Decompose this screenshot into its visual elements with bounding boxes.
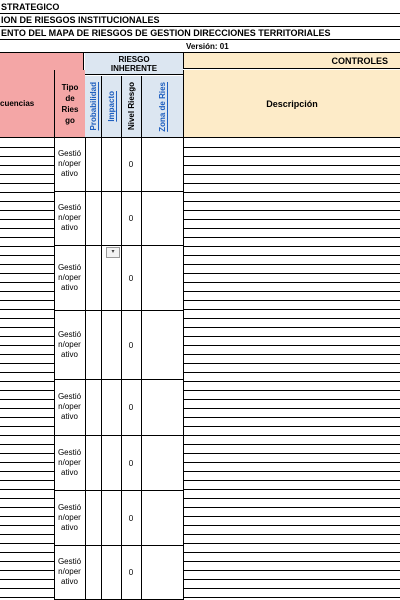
sheet-title-line-2: ION DE RIESGOS INSTITUCIONALES: [0, 15, 400, 27]
consecuencias-header: cuencias: [0, 99, 35, 108]
sheet-title-line-1: STRATEGICO: [0, 2, 400, 14]
nivel-riesgo-cell[interactable]: 0: [128, 273, 134, 283]
nivel-riesgo-cell[interactable]: 0: [128, 160, 134, 169]
impacto-header[interactable]: [101, 76, 121, 137]
impacto-header-label[interactable]: Impacto: [107, 91, 116, 122]
tipo-riesgo-cell[interactable]: Gestió n/oper ativo: [57, 329, 82, 359]
tipo-riesgo-cell[interactable]: Gestió n/oper ativo: [57, 203, 82, 232]
probabilidad-header-label[interactable]: Probabilidad: [88, 82, 98, 131]
zona-riesgo-header[interactable]: [141, 76, 183, 137]
nivel-riesgo-header: [121, 76, 141, 137]
nivel-riesgo-cell[interactable]: 0: [128, 458, 134, 468]
nivel-riesgo-cell[interactable]: 0: [128, 340, 134, 350]
tipo-riesgo-cell[interactable]: Gestió n/oper ativo: [57, 557, 82, 586]
nivel-riesgo-cell[interactable]: 0: [128, 568, 134, 577]
tipo-riesgo-cell[interactable]: Gestió n/oper ativo: [57, 262, 82, 292]
zona-riesgo-header-label[interactable]: Zona de Ries: [158, 81, 167, 132]
nivel-riesgo-cell[interactable]: 0: [128, 513, 134, 523]
nivel-riesgo-cell[interactable]: 0: [128, 403, 134, 412]
nivel-riesgo-cell[interactable]: 0: [128, 214, 134, 223]
version-label: Versión: 01: [186, 42, 229, 51]
tipo-riesgo-header: Tipo de Ries go: [54, 70, 85, 137]
tipo-riesgo-cell[interactable]: Gestió n/oper ativo: [57, 447, 82, 477]
sheet-title-line-3: ENTO DEL MAPA DE RIESGOS DE GESTION DIRECCIONES TERRITORIALES: [0, 28, 400, 40]
tipo-riesgo-cell[interactable]: Gestió n/oper ativo: [57, 392, 82, 421]
descripcion-header: Descripción: [183, 70, 400, 137]
risk-grid-body: [0, 138, 400, 600]
controles-header: CONTROLES: [183, 53, 400, 69]
riesgo-inherente-header: RIESGO INHERENTE: [85, 53, 183, 75]
tipo-riesgo-cell[interactable]: Gestió n/oper ativo: [57, 502, 82, 532]
nivel-riesgo-header-label: Nivel Riesgo: [127, 82, 136, 131]
chevron-down-icon[interactable]: ▾: [106, 247, 120, 258]
tipo-riesgo-cell[interactable]: Gestió n/oper ativo: [57, 149, 82, 178]
probabilidad-header[interactable]: [85, 76, 101, 137]
